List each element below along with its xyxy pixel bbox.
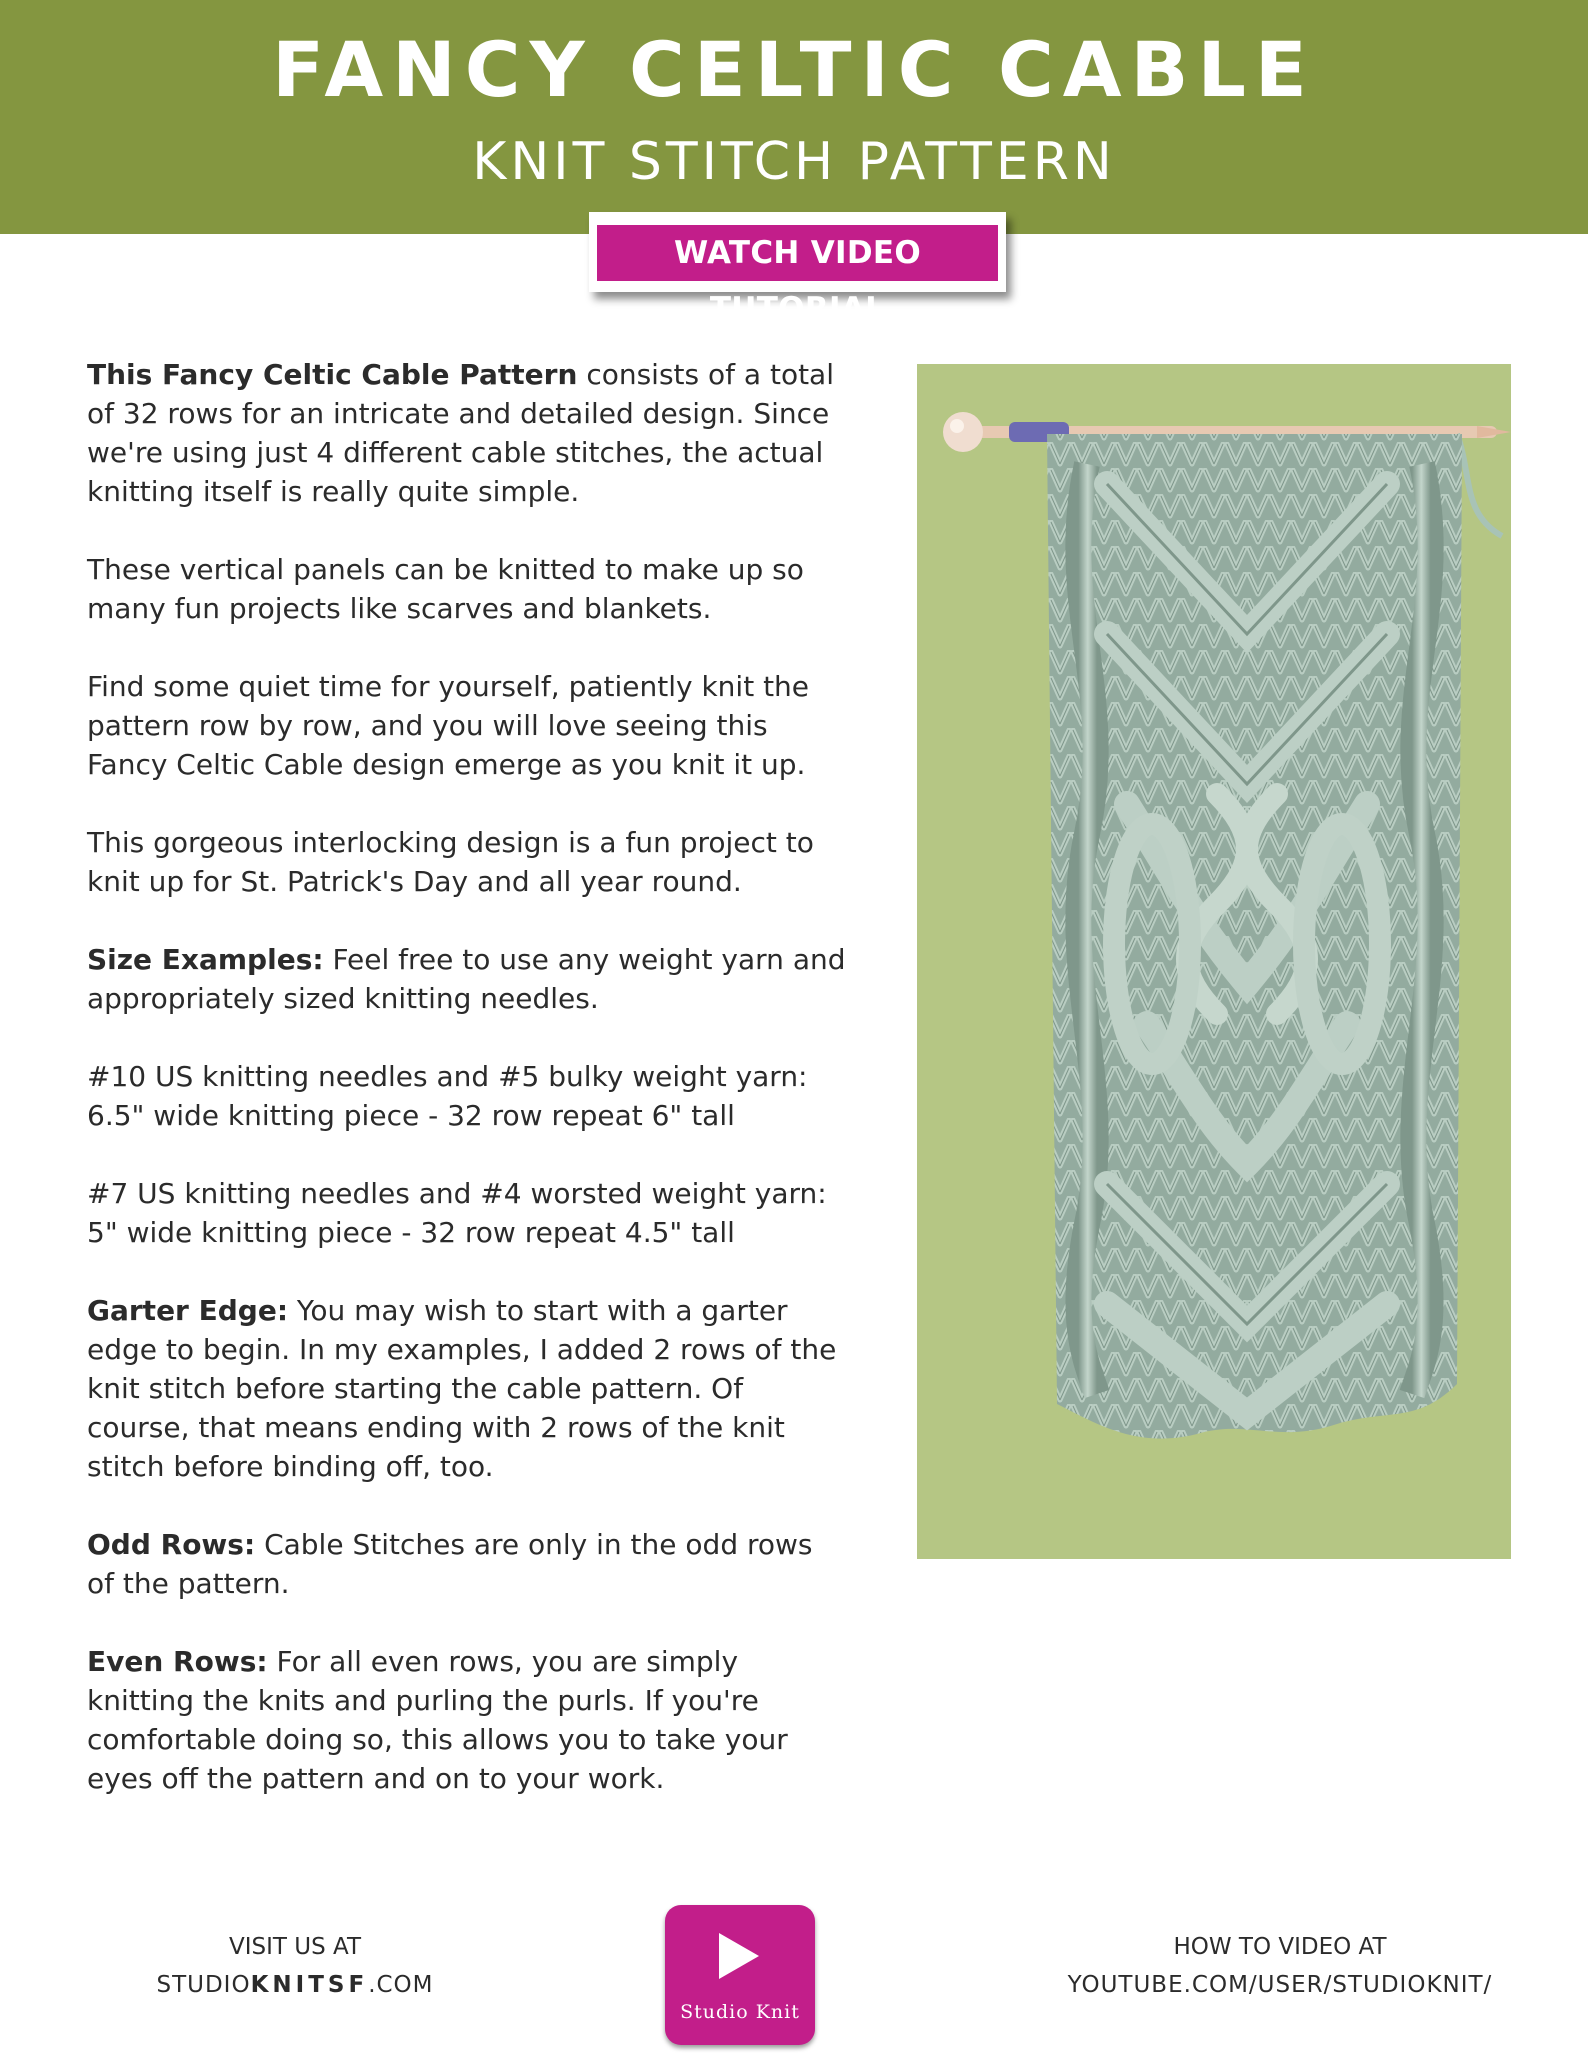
intro-bold: This Fancy Celtic Cable Pattern — [87, 358, 578, 391]
example-worsted-line1: #7 US knitting needles and #4 worsted weight yarn: — [87, 1177, 827, 1210]
page-subtitle: KNIT STITCH PATTERN — [472, 132, 1116, 192]
studio-knit-logo[interactable] — [665, 1905, 815, 2045]
video-button-frame — [589, 212, 1006, 327]
pattern-description — [87, 355, 847, 1837]
example-worsted — [87, 1174, 847, 1252]
example-bulky-line1: #10 US knitting needles and #5 bulky weight yarn: — [87, 1060, 808, 1093]
website-part-knitsf: KNITSF — [250, 1972, 369, 1998]
st-patricks-paragraph: This gorgeous interlocking design is a fun project to knit up for St. Patrick's Day and all year round. — [87, 826, 814, 898]
example-bulky — [87, 1057, 847, 1135]
visit-us-label: VISIT US AT — [228, 1934, 361, 1960]
website-part-studio: STUDIO — [156, 1972, 251, 1998]
example-bulky-line2: 6.5" wide knitting piece - 32 row repeat 6" tall — [87, 1099, 735, 1132]
logo-text: Studio Knit — [680, 2001, 800, 2023]
website-part-com: .COM — [368, 1972, 434, 1998]
odd-rows-text: Cable Stitches are only in the odd rows of the pattern. — [87, 1528, 813, 1600]
footer-website — [120, 1928, 470, 2004]
watch-video-button[interactable]: WATCH VIDEO TUTORIAL — [597, 225, 998, 281]
size-examples-label: Size Examples: — [87, 943, 324, 976]
play-icon — [719, 1933, 759, 1979]
quiet-time-paragraph: Find some quiet time for yourself, patiently knit the pattern row by row, and you will love seeing this Fancy Celtic Cable design emerge as you knit it up. — [87, 670, 810, 781]
odd-rows-paragraph — [87, 1525, 847, 1603]
intro-paragraph — [87, 355, 847, 511]
website-link[interactable] — [120, 1966, 470, 2004]
size-examples-paragraph — [87, 940, 847, 1018]
garter-edge-text: You may wish to start with a garter edge to begin. In my examples, I added 2 rows of the knit stitch before starting the cable pattern. Of course, that means ending with 2 rows of the knit stitch before binding off, too. — [87, 1294, 837, 1483]
even-rows-paragraph — [87, 1642, 847, 1798]
example-worsted-line2: 5" wide knitting piece - 32 row repeat 4.5" tall — [87, 1216, 735, 1249]
page-title: FANCY CELTIC CABLE — [272, 25, 1316, 114]
even-rows-label: Even Rows: — [87, 1645, 268, 1678]
panels-paragraph: These vertical panels can be knitted to make up so many fun projects like scarves and blankets. — [87, 553, 804, 625]
knitted-swatch-photo — [917, 364, 1511, 1559]
cable-panel — [1047, 434, 1462, 1439]
garter-edge-paragraph — [87, 1291, 847, 1486]
intro-text: consists of a total of 32 rows for an intricate and detailed design. Since we're using just 4 different cable stitches, the actual knitting itself is really quite simple. — [87, 358, 834, 508]
odd-rows-label: Odd Rows: — [87, 1528, 256, 1561]
header-banner — [0, 0, 1588, 234]
how-to-video-label: HOW TO VIDEO AT — [1173, 1934, 1387, 1960]
youtube-link[interactable]: YOUTUBE.COM/USER/STUDIOKNIT/ — [1067, 1972, 1493, 1998]
footer-youtube — [1040, 1928, 1520, 2004]
garter-edge-label: Garter Edge: — [87, 1294, 289, 1327]
size-examples-text: Feel free to use any weight yarn and appropriately sized knitting needles. — [87, 943, 846, 1015]
even-rows-text: For all even rows, you are simply knitting the knits and purling the purls. If you're comfortable doing so, this allows you to take your eyes off the pattern and on to your work. — [87, 1645, 788, 1795]
